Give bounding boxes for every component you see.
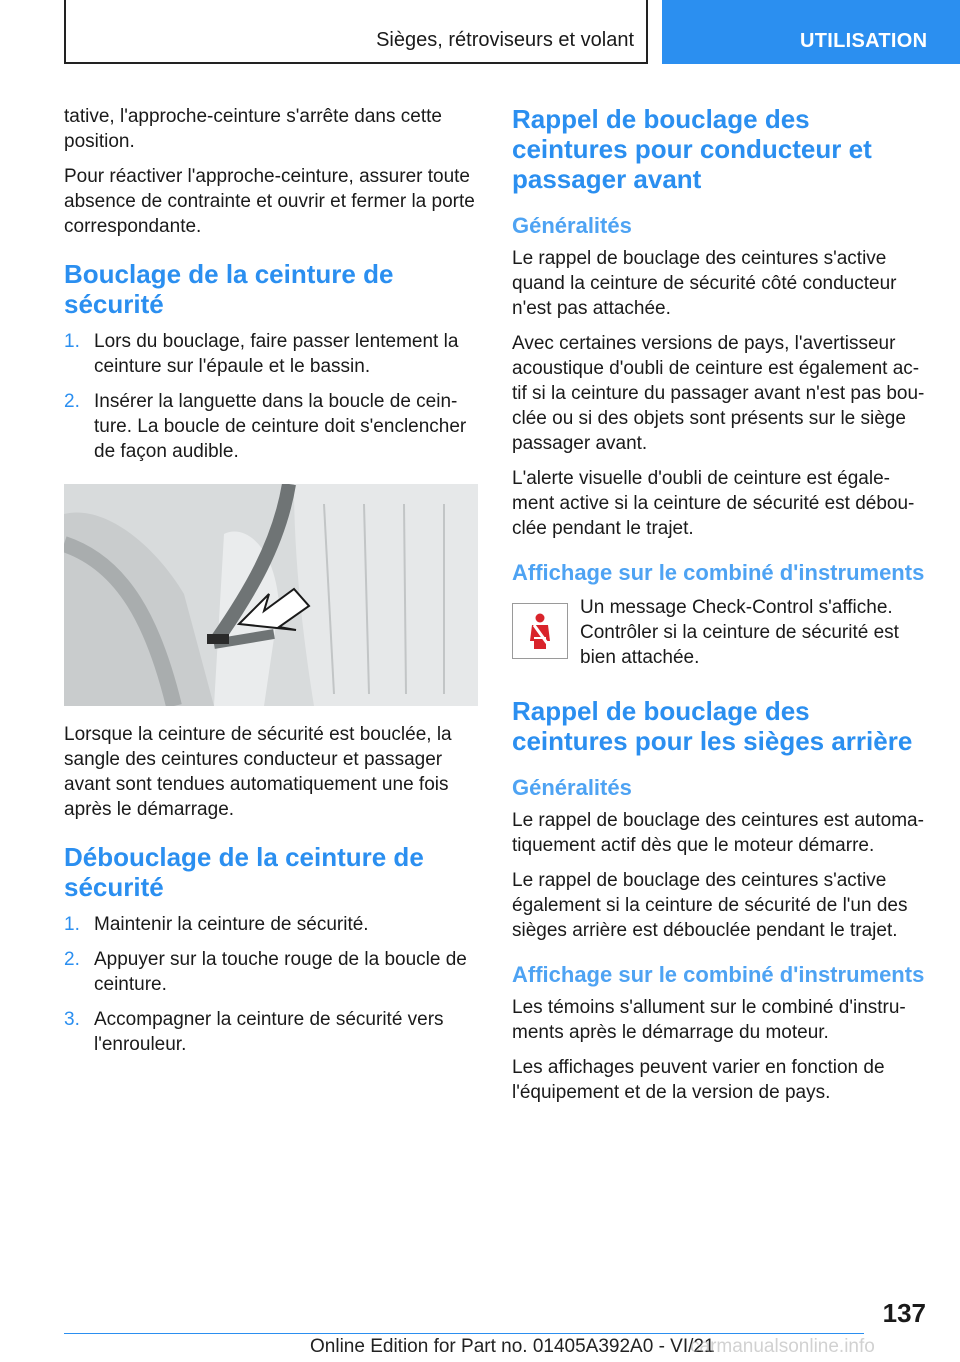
subheading-affichage-2: Affichage sur le combiné d'instruments	[512, 962, 925, 987]
generalites-2-paragraph-1: Le rappel de bouclage des ceintures est automa-tiquement actif dès que le moteur démarre.	[512, 810, 924, 856]
subheading-affichage-1: Affichage sur le combiné d'instruments	[512, 560, 925, 585]
step-text: Accompagner la ceinture de sécurité vers l'enrouleur.	[94, 1009, 444, 1055]
seatbelt-warning-icon-graphic	[520, 611, 560, 651]
step-text: Appuyer sur la touche rouge de la boucle de ceinture.	[94, 949, 467, 995]
debouclage-steps	[64, 912, 478, 1057]
step-text: Lors du bouclage, faire passer lentement la ceinture sur l'épaule et le bassin.	[94, 331, 459, 377]
seatbelt-warning-icon	[512, 603, 568, 659]
heading-rappel-avant: Rappel de bouclage des ceintures pour conducteur et passager avant	[512, 104, 872, 194]
list-item	[64, 329, 478, 379]
step-number: 2.	[64, 391, 80, 412]
step-number: 3.	[64, 1009, 80, 1030]
seatbelt-photo-illustration	[64, 484, 478, 706]
header-frame	[64, 0, 648, 64]
step-number: 1.	[64, 331, 80, 352]
heading-bouclage: Bouclage de la ceinture de sécurité	[64, 259, 394, 319]
step-number: 2.	[64, 949, 80, 970]
list-item	[64, 912, 478, 937]
step-number: 1.	[64, 914, 80, 935]
heading-debouclage: Débouclage de la ceinture de sécurité	[64, 842, 424, 902]
left-column	[64, 104, 478, 1067]
footer-divider	[64, 1333, 864, 1334]
check-control-row	[512, 595, 928, 670]
generalites-1-paragraph-3: L'alerte visuelle d'oubli de ceinture est égale-ment active si la ceinture de sécurité est débou-clée pendant le trajet.	[512, 468, 915, 539]
affichage-2-paragraph-2: Les affichages peuvent varier en fonction de l'équipement et de la version de pays.	[512, 1057, 885, 1103]
list-item	[64, 1007, 478, 1057]
right-column	[512, 104, 928, 1115]
edition-note: Online Edition for Part no. 01405A392A0 - VI/21	[310, 1336, 715, 1357]
subheading-generalites-2: Généralités	[512, 775, 632, 800]
generalites-1-paragraph-2: Avec certaines versions de pays, l'avertisseur acoustique d'oubli de ceinture est également ac-tif si la ceinture du passager avant n'est pas bou-clée ou si des objets sont présents sur le siège passager avant.	[512, 333, 925, 454]
generalites-2-paragraph-2: Le rappel de bouclage des ceintures s'active également si la ceinture de sécurité de l'un des sièges arrière est débouclée pendant le trajet.	[512, 870, 908, 941]
subheading-generalites-1: Généralités	[512, 213, 632, 238]
section-title: Sièges, rétroviseurs et volant	[376, 29, 634, 51]
intro-paragraph-1: tative, l'approche-ceinture s'arrête dans cette position.	[64, 106, 442, 152]
chapter-tab[interactable]	[662, 0, 960, 64]
after-photo-paragraph: Lorsque la ceinture de sécurité est bouclée, la sangle des ceintures conducteur et passager avant sont tendues automatiquement une fois après le démarrage.	[64, 724, 452, 820]
intro-paragraph-2: Pour réactiver l'approche-ceinture, assurer toute absence de contrainte et ouvrir et fermer la porte correspondante.	[64, 166, 475, 237]
list-item	[64, 947, 478, 997]
heading-rappel-arriere: Rappel de bouclage des ceintures pour les sièges arrière	[512, 696, 913, 756]
check-control-text: Un message Check-Control s'affiche. Contrôler si la ceinture de sécurité est bien attachée.	[580, 597, 899, 668]
page-number: 137	[882, 1298, 926, 1328]
step-text: Maintenir la ceinture de sécurité.	[94, 914, 369, 935]
step-text: Insérer la languette dans la boucle de cein-ture. La boucle de ceinture doit s'enclencher de façon audible.	[94, 391, 467, 462]
affichage-2-paragraph-1: Les témoins s'allument sur le combiné d'instru-ments après le démarrage du moteur.	[512, 997, 906, 1043]
chapter-tab-label: UTILISATION	[800, 30, 928, 52]
watermark: carmanualsonline.info	[690, 1336, 875, 1357]
bouclage-steps	[64, 329, 478, 464]
list-item	[64, 389, 478, 464]
generalites-1-paragraph-1: Le rappel de bouclage des ceintures s'active quand la ceinture de sécurité côté conducteur n'est pas attachée.	[512, 248, 897, 319]
seatbelt-photo	[64, 484, 478, 706]
